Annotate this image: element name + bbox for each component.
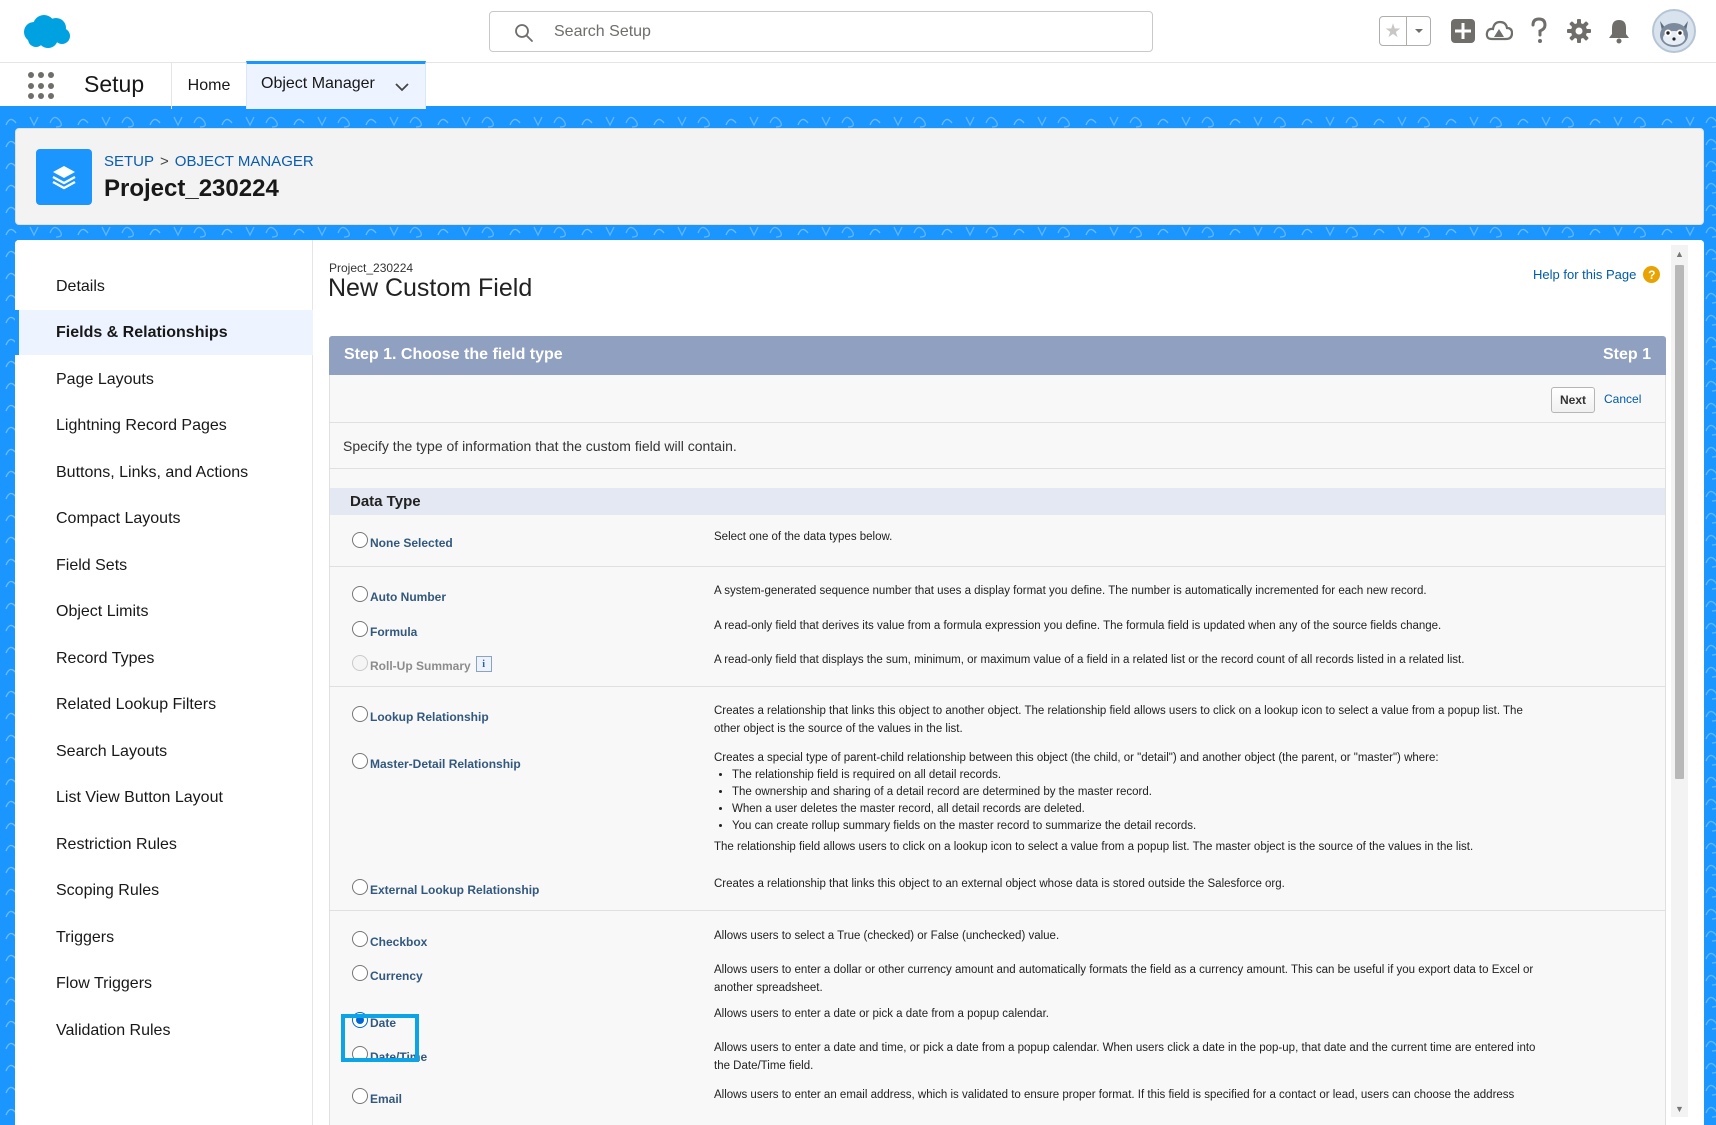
radio-lookup-relationship[interactable] bbox=[352, 706, 368, 722]
master-detail-bullets bbox=[732, 767, 1544, 835]
breadcrumb bbox=[104, 153, 314, 170]
page-title: Project_230224 bbox=[104, 175, 279, 202]
object-name-label: Project_230224 bbox=[329, 261, 414, 275]
gear-icon bbox=[1566, 18, 1592, 44]
group-divider bbox=[330, 686, 1665, 687]
setup-button[interactable] bbox=[1562, 14, 1596, 48]
divider bbox=[330, 468, 1665, 469]
sidebar-item-search-layouts[interactable]: Search Layouts bbox=[56, 742, 168, 760]
scrollbar-thumb[interactable] bbox=[1675, 265, 1684, 779]
sidebar-item-restriction-rules[interactable]: Restriction Rules bbox=[56, 835, 177, 853]
scroll-up-arrow-icon[interactable]: ▲ bbox=[1675, 248, 1684, 259]
option-label[interactable]: Email bbox=[370, 1092, 403, 1106]
sidebar-item-flow-triggers[interactable]: Flow Triggers bbox=[56, 974, 153, 992]
object-layers-icon bbox=[36, 149, 92, 205]
sidebar-item-fields-relationships[interactable]: Fields & Relationships bbox=[15, 310, 313, 355]
info-icon[interactable]: i bbox=[476, 656, 492, 672]
search-input[interactable] bbox=[554, 20, 1114, 44]
group-divider bbox=[330, 566, 1665, 567]
object-header-card bbox=[15, 128, 1704, 225]
option-label[interactable]: Auto Number bbox=[370, 590, 446, 604]
chevron-down-icon[interactable] bbox=[393, 78, 411, 96]
global-header bbox=[0, 0, 1716, 63]
option-description: Select one of the data types below. bbox=[714, 531, 893, 543]
list-item: • When a user deletes the master record, all detail records are deleted. bbox=[732, 801, 1544, 818]
main-panel bbox=[15, 240, 1704, 1125]
option-label: Roll-Up Summary bbox=[370, 659, 471, 673]
scroll-down-arrow-icon[interactable]: ▼ bbox=[1675, 1103, 1684, 1114]
option-email[interactable] bbox=[352, 1086, 402, 1106]
option-label[interactable]: Checkbox bbox=[370, 935, 428, 949]
salesforce-cloud-logo[interactable] bbox=[20, 12, 72, 52]
option-label[interactable]: Date/Time bbox=[370, 1050, 428, 1064]
sidebar-item-record-types[interactable]: Record Types bbox=[56, 649, 155, 667]
option-description: Allows users to select a True (checked) or False (unchecked) value. bbox=[714, 930, 1060, 942]
option-external-lookup-relationship[interactable] bbox=[352, 877, 539, 897]
option-roll-up-summary bbox=[352, 653, 492, 673]
master-detail-intro: Creates a special type of parent-child relationship between this object (the child, or "detail") and another object (the parent, or "master") where: bbox=[714, 752, 1439, 764]
option-description: Creates a relationship that links this object to an external object whose data is stored outside the Salesforce org. bbox=[714, 878, 1285, 890]
list-item: • You can create rollup summary fields on the master record to summarize the detail records. bbox=[732, 818, 1544, 835]
option-description: Allows users to enter a date or pick a date from a popup calendar. bbox=[714, 1008, 1049, 1020]
help-button[interactable] bbox=[1522, 14, 1556, 48]
avatar[interactable] bbox=[1652, 9, 1696, 53]
sidebar-item-validation-rules[interactable]: Validation Rules bbox=[56, 1021, 171, 1039]
selection-highlight bbox=[341, 1014, 419, 1062]
radio-formula[interactable] bbox=[352, 621, 368, 637]
chevron-down-icon bbox=[1414, 26, 1424, 36]
breadcrumb-separator: > bbox=[160, 153, 169, 170]
help-link-text: Help for this Page bbox=[1533, 267, 1637, 282]
option-description: Allows users to enter a date and time, or pick a date from a popup calendar. When users click a date in the pop-up, that date and the current time are entered into the Date/Time field. bbox=[714, 1042, 1536, 1072]
breadcrumb-setup[interactable]: SETUP bbox=[104, 153, 155, 170]
tab-object-manager[interactable] bbox=[246, 61, 426, 109]
master-detail-note: The relationship field allows users to click on a lookup icon to select a value from a popup list. The master object is the source of the values in the list. bbox=[714, 841, 1474, 853]
option-auto-number[interactable] bbox=[352, 584, 446, 604]
option-description-master-detail bbox=[714, 749, 1544, 856]
bell-icon bbox=[1607, 18, 1631, 44]
notifications-button[interactable] bbox=[1602, 14, 1636, 48]
radio-external-lookup-relationship[interactable] bbox=[352, 879, 368, 895]
option-label[interactable]: None Selected bbox=[370, 536, 453, 550]
sidebar-item-page-layouts[interactable]: Page Layouts bbox=[56, 370, 154, 388]
sidebar-item-object-limits[interactable]: Object Limits bbox=[56, 602, 149, 620]
radio-currency[interactable] bbox=[352, 965, 368, 981]
cancel-link[interactable]: Cancel bbox=[1604, 392, 1642, 406]
sidebar-item-compact-layouts[interactable]: Compact Layouts bbox=[56, 509, 181, 527]
option-formula[interactable] bbox=[352, 619, 417, 639]
list-item: • The relationship field is required on all detail records. bbox=[732, 767, 1544, 784]
app-name: Setup bbox=[84, 71, 145, 97]
object-sidebar bbox=[15, 240, 313, 1125]
option-description: A system-generated sequence number that uses a display format you define. The number is automatically incremented for each new record. bbox=[714, 585, 1427, 597]
radio-roll-up-summary bbox=[352, 655, 368, 671]
tab-home[interactable]: Home bbox=[187, 77, 231, 94]
tab-object-manager-label: Object Manager bbox=[261, 75, 375, 92]
scrollbar[interactable] bbox=[1671, 245, 1688, 1117]
radio-checkbox[interactable] bbox=[352, 931, 368, 947]
option-label[interactable]: Currency bbox=[370, 969, 423, 983]
option-description: A read-only field that derives its value from a formula expression you define. The formula field is updated when any of the source fields change. bbox=[714, 620, 1442, 632]
group-divider bbox=[330, 910, 1665, 911]
favorites-control[interactable] bbox=[1379, 16, 1431, 46]
option-description: Creates a relationship that links this object to another object. The relationship field allows users to click on a lookup icon to select a value from a popup list. The other object is the source of the values in the list. bbox=[714, 705, 1523, 735]
step-label: Step 1 bbox=[1602, 346, 1651, 363]
sidebar-item-scoping-rules[interactable]: Scoping Rules bbox=[56, 881, 160, 899]
data-type-header bbox=[330, 488, 1665, 515]
favorites-dropdown-button[interactable] bbox=[1406, 17, 1431, 45]
sidebar-item-details[interactable]: Details bbox=[56, 277, 105, 295]
help-icon bbox=[1529, 17, 1549, 45]
option-label[interactable]: Master-Detail Relationship bbox=[370, 757, 521, 771]
option-description: A read-only field that displays the sum, minimum, or maximum value of a field in a related list or the record count of all records listed in a related list. bbox=[714, 654, 1465, 666]
next-button[interactable]: Next bbox=[1551, 387, 1595, 413]
option-label[interactable]: Formula bbox=[370, 625, 418, 639]
option-none-selected[interactable] bbox=[352, 530, 453, 550]
step-form-body bbox=[329, 375, 1666, 1125]
instruction-text: Specify the type of information that the custom field will contain. bbox=[343, 438, 737, 454]
help-for-page-link[interactable] bbox=[1533, 266, 1660, 283]
favorite-star-icon[interactable]: ★ bbox=[1384, 20, 1402, 42]
sidebar-item-lightning-record-pages[interactable]: Lightning Record Pages bbox=[56, 416, 227, 434]
trailhead-icon bbox=[1485, 18, 1513, 44]
trailhead-button[interactable] bbox=[1482, 14, 1516, 48]
breadcrumb-object-manager[interactable]: OBJECT MANAGER bbox=[174, 153, 314, 170]
step-title: Step 1. Choose the field type bbox=[344, 346, 563, 363]
help-question-icon: ? bbox=[1643, 266, 1660, 283]
sidebar-item-buttons-links-actions[interactable]: Buttons, Links, and Actions bbox=[56, 463, 249, 481]
option-description: Allows users to enter an email address, which is validated to ensure proper format. If this field is specified for a contact or lead, users can choose the address bbox=[714, 1089, 1515, 1101]
step-header bbox=[329, 336, 1666, 375]
add-icon bbox=[1450, 18, 1476, 44]
sidebar-item-related-lookup-filters[interactable]: Related Lookup Filters bbox=[56, 695, 217, 713]
user-avatar-icon bbox=[1654, 11, 1694, 51]
sidebar-item-field-sets[interactable]: Field Sets bbox=[56, 556, 128, 574]
option-master-detail-relationship[interactable] bbox=[352, 751, 521, 771]
radio-email[interactable] bbox=[352, 1088, 368, 1104]
option-label[interactable]: Lookup Relationship bbox=[370, 710, 489, 724]
option-label[interactable]: Date bbox=[370, 1016, 397, 1030]
button-row bbox=[330, 375, 1665, 423]
option-currency[interactable] bbox=[352, 963, 423, 983]
sidebar-item-list-view-button-layout[interactable]: List View Button Layout bbox=[56, 788, 223, 806]
radio-auto-number[interactable] bbox=[352, 586, 368, 602]
sidebar-item-triggers[interactable]: Triggers bbox=[56, 928, 115, 946]
content-area bbox=[313, 240, 1704, 1125]
app-nav-bar bbox=[0, 63, 1716, 109]
option-checkbox[interactable] bbox=[352, 929, 427, 949]
global-actions-button[interactable] bbox=[1446, 14, 1480, 48]
app-launcher-icon[interactable] bbox=[28, 72, 56, 100]
option-lookup-relationship[interactable] bbox=[352, 704, 489, 724]
new-custom-field-title: New Custom Field bbox=[328, 274, 533, 302]
list-item: • The ownership and sharing of a detail record are determined by the master record. bbox=[732, 784, 1544, 801]
radio-master-detail-relationship[interactable] bbox=[352, 753, 368, 769]
option-label[interactable]: External Lookup Relationship bbox=[370, 883, 540, 897]
search-icon bbox=[514, 23, 534, 43]
data-type-heading: Data Type bbox=[350, 493, 421, 510]
option-description: Allows users to enter a dollar or other currency amount and automatically formats the field as a currency amount. This can be useful if you export data to Excel or another spreadsheet. bbox=[714, 964, 1534, 994]
search-box[interactable] bbox=[489, 11, 1153, 52]
radio-none-selected[interactable] bbox=[352, 532, 368, 548]
